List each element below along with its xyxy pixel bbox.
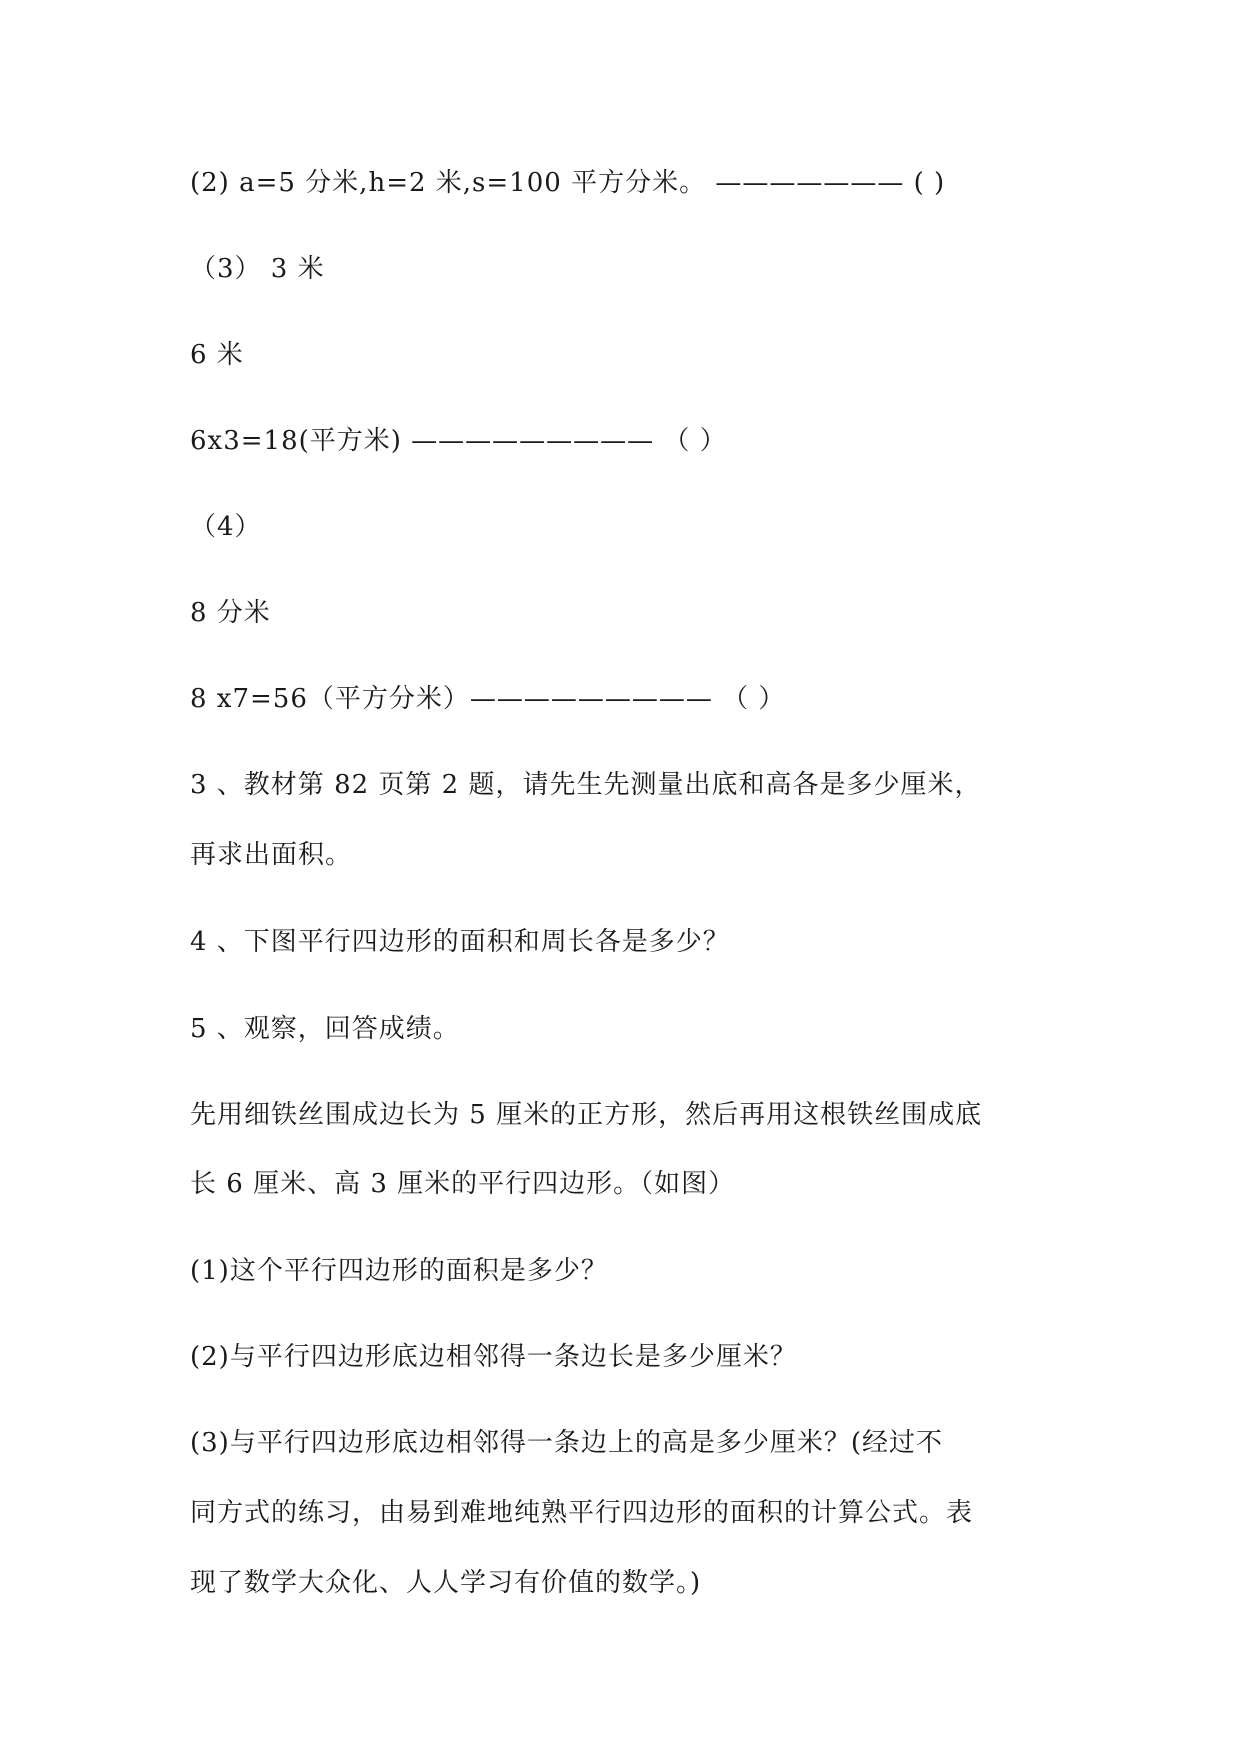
exercise-2-3-calc: 6x3=18(平方米) ————————— （ ） — [190, 426, 727, 456]
exercise-4: 4 、下图平行四边形的面积和周长各是多少？ — [190, 927, 730, 957]
exercise-2-3-label: （3） 3 米 — [190, 254, 325, 284]
exercise-2-2: (2) a=5 分米,h=2 米,s=100 平方分米。 ——————— ( ) — [190, 168, 946, 198]
exercise-5-question-1: (1)这个平行四边形的面积是多少？ — [190, 1256, 608, 1286]
exercise-2-4-label: （4） — [190, 512, 262, 542]
exercise-2-4-calc: 8 x7=56（平方分米）————————— （ ） — [190, 684, 786, 714]
exercise-3-line-1: 3 、教材第 82 页第 2 题，请先生先测量出底和高各是多少厘米， — [190, 770, 982, 800]
exercise-5-question-3-line-1: (3)与平行四边形底边相邻得一条边上的高是多少厘米？(经过不 — [190, 1428, 943, 1458]
exercise-2-3-side: 6 米 — [190, 340, 244, 370]
exercise-5: 5 、观察，回答成绩。 — [190, 1014, 460, 1044]
exercise-5-desc-line-2: 长 6 厘米、高 3 厘米的平行四边形。（如图） — [190, 1169, 736, 1199]
exercise-5-desc-line-1: 先用细铁丝围成边长为 5 厘米的正方形，然后再用这根铁丝围成底 — [190, 1100, 983, 1130]
exercise-5-question-2: (2)与平行四边形底边相邻得一条边长是多少厘米？ — [190, 1342, 797, 1372]
exercise-3-line-2: 再求出面积。 — [190, 840, 353, 870]
exercise-5-question-3-line-2: 同方式的练习，由易到难地纯熟平行四边形的面积的计算公式。表 — [190, 1498, 974, 1528]
exercise-2-4-side: 8 分米 — [190, 598, 271, 628]
exercise-5-question-3-line-3: 现了数学大众化、人人学习有价值的数学。) — [190, 1568, 702, 1598]
